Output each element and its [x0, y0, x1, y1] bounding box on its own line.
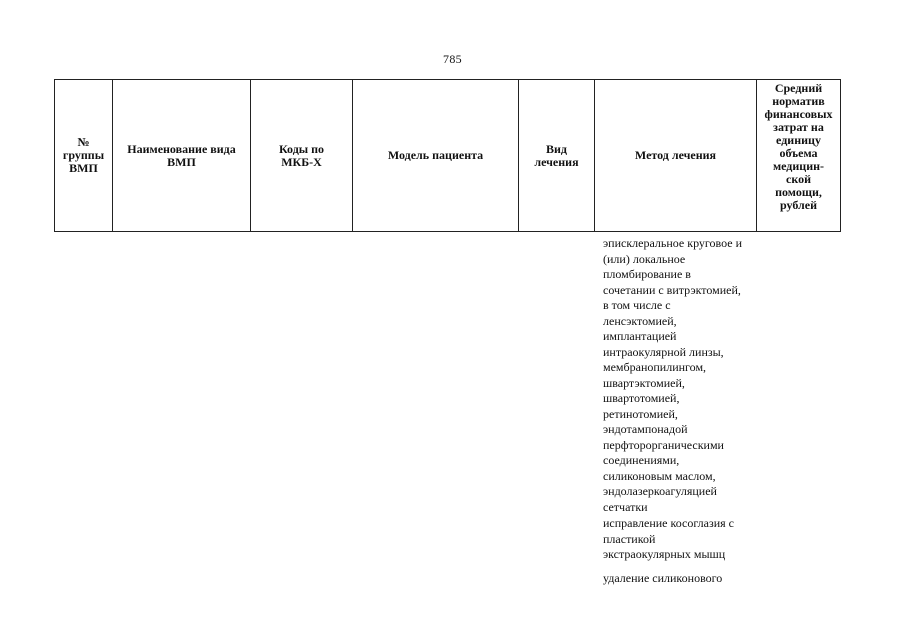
method-text-line: силиконовым маслом, [603, 468, 716, 483]
method-text-line: мембранопилингом, [603, 360, 707, 374]
method-text-line: в том числе с [603, 298, 671, 312]
method-text-line: удаление силиконового [603, 571, 723, 585]
method-text-line: исправление косоглазия с [603, 516, 734, 530]
header-average-cost: Средний норматив финансовых затрат на единицу объема медицин- ской помощи, рублей [757, 80, 841, 232]
table-header-row [55, 80, 841, 232]
header-treatment-method: Метод лечения [595, 80, 757, 232]
header-vmp-name: Наименование вида ВМП [113, 80, 251, 232]
method-entry-2 [603, 516, 763, 563]
method-entry-1 [603, 236, 763, 515]
header-treatment-type: Вид лечения [519, 80, 595, 232]
method-text-line: экстраокулярных мышц [603, 547, 726, 561]
header-patient-model: Модель пациента [353, 80, 519, 232]
method-text-line: эндотампонадой [603, 422, 688, 436]
method-text-line: ретинотомией, [603, 406, 678, 421]
method-text-line: перфторорганическими [603, 437, 724, 452]
method-text-line: интраокулярной линзы, [603, 344, 724, 359]
method-text-line: соединениями, [603, 453, 680, 467]
method-text-line: сочетании с витрэктомией, [603, 282, 741, 297]
page-number: 785 [443, 52, 462, 66]
method-text-line: пластикой [603, 531, 656, 546]
method-text-line: швартэктомией, [603, 375, 685, 390]
method-text-line: имплантацией [603, 329, 677, 343]
method-text-line: (или) локальное [603, 251, 686, 266]
method-entry-3 [603, 571, 763, 587]
table-header [54, 79, 841, 232]
header-group-number: № группы ВМП [55, 80, 113, 232]
method-text-line: пломбирование в [603, 267, 691, 281]
method-text-line: эндолазеркоагуляцией [603, 484, 717, 498]
method-text-line: швартотомией, [603, 391, 680, 405]
method-text-line: эписклеральное круговое и [603, 236, 743, 250]
header-icd-codes: Коды по МКБ-X [251, 80, 353, 232]
method-text-line: сетчатки [603, 499, 648, 514]
method-text-line: ленсэктомией, [603, 313, 677, 328]
